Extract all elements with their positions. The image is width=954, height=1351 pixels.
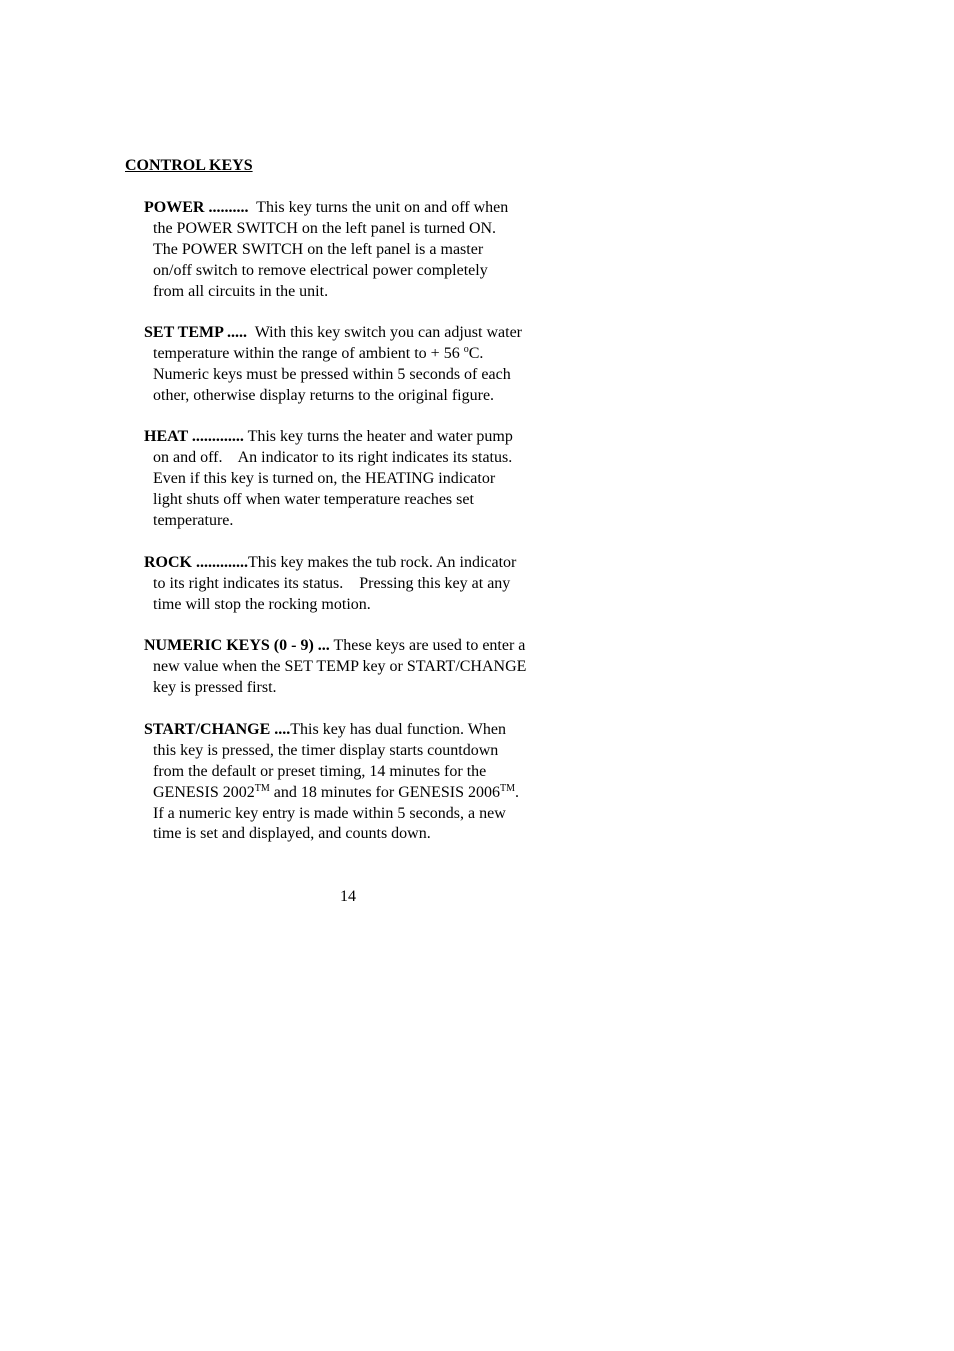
rock-term: ROCK .............	[144, 554, 248, 571]
heat-entry	[144, 427, 584, 531]
set-temp-term: SET TEMP .....	[144, 324, 247, 341]
power-entry	[144, 198, 584, 302]
power-text-3: The POWER SWITCH on the left panel is a master	[153, 240, 484, 258]
genesis-2002-text: GENESIS 2002	[153, 783, 255, 801]
rock-text-1: This key makes the tub rock. An indicator	[248, 554, 517, 571]
rock-text-2: to its right indicates its status. Pressing this key at any	[153, 574, 511, 592]
power-first-line	[144, 198, 584, 219]
heat-text-1: This key turns the heater and water pump	[243, 428, 513, 445]
start-change-entry	[144, 720, 584, 845]
set-temp-text-3: Numeric keys must be pressed within 5 seconds of each	[153, 365, 511, 383]
rock-text-3: time will stop the rocking motion.	[153, 595, 371, 613]
start-change-term: START/CHANGE ....	[144, 721, 291, 738]
start-change-text-3: from the default or preset timing, 14 minutes for the	[153, 762, 487, 780]
heat-term: HEAT .............	[144, 428, 244, 445]
trademark-superscript: TM	[499, 782, 515, 794]
power-text-2: the POWER SWITCH on the left panel is turned ON.	[153, 219, 497, 237]
genesis-2006-text: and 18 minutes for GENESIS 2006	[269, 783, 500, 801]
start-change-text-5: If a numeric key entry is made within 5 seconds, a new	[153, 804, 506, 822]
numeric-text-2: new value when the SET TEMP key or START/CHANGE	[153, 657, 527, 675]
numeric-first-line	[144, 636, 584, 657]
start-change-text-1: This key has dual function. When	[290, 721, 506, 738]
start-change-text-2: this key is pressed, the timer display starts countdown	[153, 741, 499, 759]
set-temp-text-1: With this key switch you can adjust water	[247, 324, 523, 341]
numeric-keys-entry	[144, 636, 584, 699]
rock-first-line	[144, 553, 584, 574]
set-temp-text-2	[144, 344, 584, 365]
start-change-text-6: time is set and displayed, and counts down.	[153, 825, 431, 843]
heat-text-2: on and off. An indicator to its right indicates its status.	[153, 448, 513, 466]
heat-first-line	[144, 427, 584, 448]
genesis-line-end: .	[514, 783, 519, 801]
heat-text-3: Even if this key is turned on, the HEATING indicator	[153, 469, 496, 487]
start-change-genesis-line	[144, 783, 584, 804]
degree-superscript: o	[463, 343, 469, 355]
power-text-1: This key turns the unit on and off when	[248, 199, 509, 216]
rock-entry	[144, 553, 584, 616]
numeric-term: NUMERIC KEYS (0 - 9) ...	[144, 637, 330, 654]
power-text-5: from all circuits in the unit.	[153, 282, 329, 300]
numeric-text-1: These keys are used to enter a	[329, 637, 526, 654]
celsius-unit: C.	[468, 344, 484, 362]
section-heading: CONTROL KEYS	[125, 157, 253, 174]
page-number: 14	[340, 888, 356, 905]
heat-text-5: temperature.	[153, 511, 234, 529]
set-temp-first-line	[144, 323, 584, 344]
heat-text-4: light shuts off when water temperature reaches set	[153, 490, 474, 508]
numeric-text-3: key is pressed first.	[153, 678, 277, 696]
set-temp-text-4: other, otherwise display returns to the original figure.	[153, 386, 495, 404]
power-text-4: on/off switch to remove electrical power completely	[153, 261, 488, 279]
trademark-superscript: TM	[254, 782, 270, 794]
power-term: POWER ..........	[144, 199, 249, 216]
start-change-first-line	[144, 720, 584, 741]
set-temp-range-text: temperature within the range of ambient to + 56	[153, 344, 464, 362]
set-temp-entry	[144, 323, 584, 407]
